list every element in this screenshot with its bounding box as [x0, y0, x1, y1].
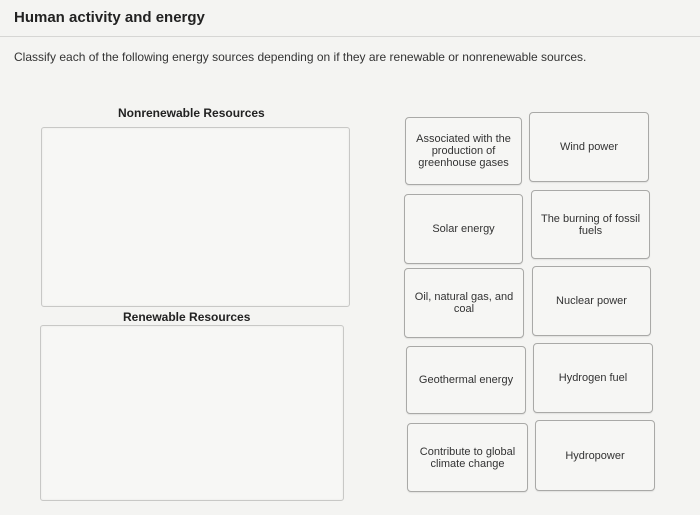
card-geothermal-energy[interactable]: Geothermal energy: [406, 346, 526, 414]
instructions-text: Classify each of the following energy sources depending on if they are renewable or nonrenewable sources.: [14, 50, 587, 64]
card-oil-gas-coal[interactable]: Oil, natural gas, and coal: [404, 268, 524, 338]
card-climate-change[interactable]: Contribute to global climate change: [407, 423, 528, 492]
card-burning-fossil-fuels[interactable]: The burning of fossil fuels: [531, 190, 650, 259]
nonrenewable-label: Nonrenewable Resources: [118, 106, 265, 120]
card-greenhouse-gases[interactable]: Associated with the production of greenhouse gases: [405, 117, 522, 185]
card-hydrogen-fuel[interactable]: Hydrogen fuel: [533, 343, 653, 413]
header-divider: [0, 36, 700, 37]
card-solar-energy[interactable]: Solar energy: [404, 194, 523, 264]
card-nuclear-power[interactable]: Nuclear power: [532, 266, 651, 336]
card-hydropower[interactable]: Hydropower: [535, 420, 655, 491]
card-wind-power[interactable]: Wind power: [529, 112, 649, 182]
renewable-drop-zone[interactable]: [40, 325, 344, 501]
page-title: Human activity and energy: [14, 9, 205, 26]
nonrenewable-drop-zone[interactable]: [41, 127, 350, 307]
renewable-label: Renewable Resources: [123, 310, 251, 324]
